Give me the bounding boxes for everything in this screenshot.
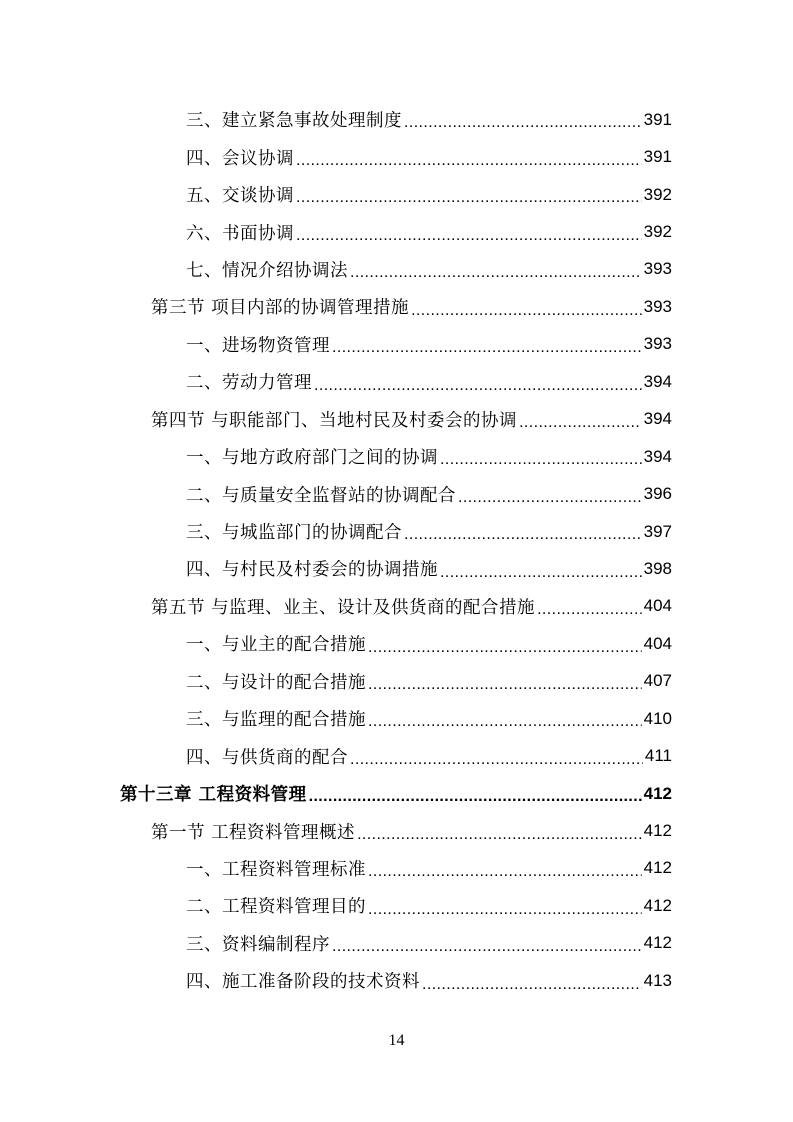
toc-entry-page: 392 bbox=[643, 184, 672, 204]
toc-section-entry[interactable] bbox=[0, 288, 793, 325]
toc-chapter-entry[interactable] bbox=[0, 775, 793, 812]
toc-dot-leader bbox=[440, 452, 642, 475]
toc-entry-page: 393 bbox=[643, 296, 672, 316]
toc-entry-page: 410 bbox=[643, 708, 672, 728]
toc-entry-title: 二、与设计的配合措施 bbox=[186, 672, 366, 693]
toc-subsection-entry[interactable] bbox=[0, 475, 793, 512]
toc-subsection-entry[interactable] bbox=[0, 363, 793, 400]
table-of-contents bbox=[0, 101, 793, 1000]
toc-entry-title: 第四节 与职能部门、当地村民及村委会的协调 bbox=[151, 410, 518, 431]
toc-dot-leader bbox=[440, 565, 642, 588]
toc-entry-title: 一、工程资料管理标准 bbox=[186, 859, 366, 880]
toc-entry-page: 398 bbox=[643, 558, 672, 578]
toc-dot-leader bbox=[332, 340, 642, 363]
toc-section-entry[interactable] bbox=[0, 812, 793, 849]
toc-entry-page: 391 bbox=[643, 147, 672, 167]
toc-dot-leader bbox=[404, 115, 642, 138]
toc-section-entry[interactable] bbox=[0, 401, 793, 438]
toc-entry-page: 413 bbox=[643, 970, 672, 990]
toc-dot-leader bbox=[519, 415, 642, 438]
toc-dot-leader bbox=[314, 378, 642, 401]
toc-entry-title: 二、与质量安全监督站的协调配合 bbox=[186, 485, 456, 506]
toc-dot-leader bbox=[368, 864, 642, 887]
toc-entry-title: 第十三章 工程资料管理 bbox=[120, 785, 307, 806]
toc-dot-leader bbox=[296, 228, 642, 251]
toc-subsection-entry[interactable] bbox=[0, 326, 793, 363]
toc-subsection-entry[interactable] bbox=[0, 962, 793, 999]
toc-dot-leader bbox=[537, 602, 642, 625]
toc-dot-leader bbox=[411, 303, 642, 326]
toc-entry-page: 392 bbox=[643, 222, 672, 242]
toc-entry-page: 404 bbox=[643, 596, 672, 616]
toc-entry-title: 一、与业主的配合措施 bbox=[186, 635, 366, 656]
toc-entry-page: 396 bbox=[643, 484, 672, 504]
toc-dot-leader bbox=[404, 527, 642, 550]
toc-entry-title: 三、与城监部门的协调配合 bbox=[186, 523, 402, 544]
toc-subsection-entry[interactable] bbox=[0, 737, 793, 774]
toc-entry-page: 412 bbox=[643, 895, 672, 915]
toc-subsection-entry[interactable] bbox=[0, 251, 793, 288]
toc-entry-title: 三、建立紧急事故处理制度 bbox=[186, 111, 402, 132]
toc-entry-title: 三、资料编制程序 bbox=[186, 934, 330, 955]
toc-dot-leader bbox=[350, 752, 643, 775]
toc-entry-title: 四、与供货商的配合 bbox=[186, 747, 348, 768]
toc-entry-page: 411 bbox=[644, 746, 672, 766]
toc-entry-title: 二、劳动力管理 bbox=[186, 373, 312, 394]
toc-entry-page: 404 bbox=[643, 633, 672, 653]
toc-dot-leader bbox=[368, 677, 642, 700]
page-number: 14 bbox=[388, 1032, 405, 1049]
toc-entry-title: 一、进场物资管理 bbox=[186, 335, 330, 356]
toc-subsection-entry[interactable] bbox=[0, 887, 793, 924]
toc-entry-title: 二、工程资料管理目的 bbox=[186, 897, 366, 918]
toc-entry-title: 五、交谈协调 bbox=[186, 186, 294, 207]
toc-entry-title: 第一节 工程资料管理概述 bbox=[151, 822, 356, 843]
toc-dot-leader bbox=[309, 789, 642, 812]
toc-subsection-entry[interactable] bbox=[0, 550, 793, 587]
toc-entry-page: 412 bbox=[643, 858, 672, 878]
toc-subsection-entry[interactable] bbox=[0, 625, 793, 662]
toc-entry-title: 四、施工准备阶段的技术资料 bbox=[186, 972, 420, 993]
toc-subsection-entry[interactable] bbox=[0, 438, 793, 475]
toc-entry-page: 394 bbox=[643, 446, 672, 466]
toc-dot-leader bbox=[350, 265, 642, 288]
toc-entry-title: 一、与地方政府部门之间的协调 bbox=[186, 448, 438, 469]
toc-entry-title: 三、与监理的配合措施 bbox=[186, 710, 366, 731]
toc-dot-leader bbox=[368, 714, 642, 737]
toc-subsection-entry[interactable] bbox=[0, 663, 793, 700]
toc-subsection-entry[interactable] bbox=[0, 176, 793, 213]
toc-subsection-entry[interactable] bbox=[0, 138, 793, 175]
toc-dot-leader bbox=[368, 640, 642, 663]
toc-dot-leader bbox=[296, 153, 642, 176]
toc-subsection-entry[interactable] bbox=[0, 213, 793, 250]
toc-entry-page: 394 bbox=[643, 371, 672, 391]
toc-entry-title: 第三节 项目内部的协调管理措施 bbox=[151, 298, 410, 319]
toc-dot-leader bbox=[357, 827, 642, 850]
toc-entry-title: 四、会议协调 bbox=[186, 148, 294, 169]
toc-section-entry[interactable] bbox=[0, 588, 793, 625]
toc-entry-title: 四、与村民及村委会的协调措施 bbox=[186, 560, 438, 581]
toc-subsection-entry[interactable] bbox=[0, 513, 793, 550]
toc-entry-page: 393 bbox=[643, 259, 672, 279]
toc-dot-leader bbox=[296, 190, 642, 213]
toc-dot-leader bbox=[368, 902, 642, 925]
toc-subsection-entry[interactable] bbox=[0, 850, 793, 887]
toc-entry-page: 397 bbox=[643, 521, 672, 541]
toc-entry-page: 407 bbox=[643, 671, 672, 691]
toc-entry-page: 391 bbox=[643, 109, 672, 129]
toc-entry-title: 六、书面协调 bbox=[186, 223, 294, 244]
toc-entry-page: 412 bbox=[643, 933, 672, 953]
toc-dot-leader bbox=[458, 490, 642, 513]
toc-dot-leader bbox=[332, 939, 642, 962]
toc-entry-title: 第五节 与监理、业主、设计及供货商的配合措施 bbox=[151, 597, 536, 618]
toc-subsection-entry[interactable] bbox=[0, 925, 793, 962]
toc-entry-page: 412 bbox=[643, 821, 672, 841]
toc-entry-page: 412 bbox=[643, 783, 672, 803]
toc-subsection-entry[interactable] bbox=[0, 101, 793, 138]
toc-entry-title: 七、情况介绍协调法 bbox=[186, 260, 348, 281]
toc-entry-page: 393 bbox=[643, 334, 672, 354]
toc-subsection-entry[interactable] bbox=[0, 700, 793, 737]
toc-entry-page: 394 bbox=[643, 409, 672, 429]
toc-dot-leader bbox=[422, 977, 642, 1000]
